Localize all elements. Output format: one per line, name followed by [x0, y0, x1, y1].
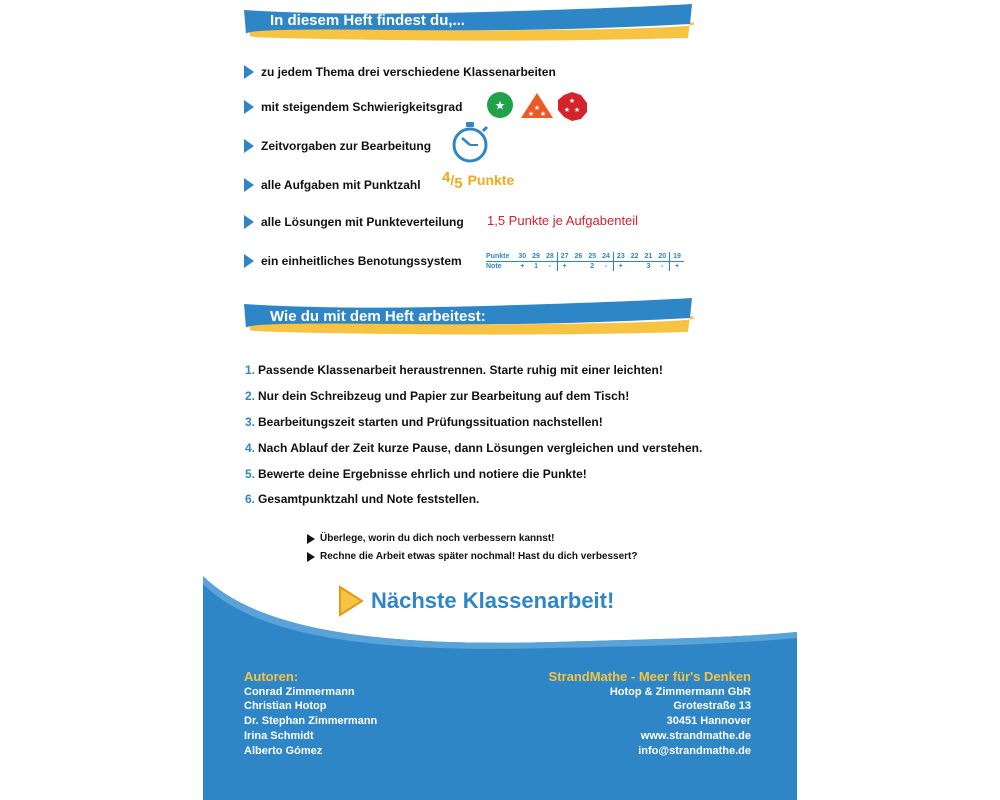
- arrow-bullet-icon: [244, 65, 254, 79]
- step-number: 6.: [245, 492, 256, 506]
- feature-item: [244, 62, 556, 82]
- feature-item: [244, 97, 462, 117]
- points-label: Punkte: [467, 172, 515, 188]
- arrow-bullet-icon: [244, 254, 254, 268]
- grade-table-points: 29: [529, 252, 543, 262]
- step-item: [245, 389, 629, 403]
- stopwatch-icon: [448, 120, 492, 164]
- hard-stars-icon: [558, 92, 587, 121]
- grade-table-points: 22: [628, 252, 642, 262]
- grade-table-grade: +: [674, 263, 680, 270]
- arrow-bullet-icon: [244, 139, 254, 153]
- grade-table-grade: 1: [534, 263, 538, 270]
- section-title: Wie du mit dem Heft arbeitest:: [270, 308, 486, 325]
- grade-table-points: 26: [572, 252, 586, 262]
- svg-text:★: ★: [563, 107, 571, 114]
- grade-table-grade: -: [543, 262, 557, 272]
- grade-table-grade: +: [618, 263, 623, 270]
- step-text: Gesamtpunktzahl und Note feststellen.: [258, 492, 480, 506]
- feature-text: mit steigendem Schwierigkeitsgrad: [261, 100, 463, 114]
- points-numerator: 4: [442, 169, 451, 186]
- publisher-city: 30451 Hannover: [666, 715, 751, 728]
- arrow-bullet-icon: [244, 100, 254, 114]
- grade-table-points: 23: [613, 252, 627, 262]
- feature-item: [244, 251, 462, 271]
- points-denominator: 5: [454, 175, 463, 192]
- svg-text:★: ★: [533, 105, 541, 112]
- step-text: Nach Ablauf der Zeit kurze Pause, dann Lösungen vergleichen und verstehen.: [258, 441, 703, 455]
- solution-example: 1,5 Punkte je Aufgabenteil: [487, 213, 639, 228]
- step-number: 5.: [245, 467, 256, 481]
- author-name: Alberto Gómez: [244, 744, 323, 757]
- svg-text:★: ★: [527, 111, 535, 118]
- grade-table-points: 19: [670, 252, 684, 262]
- publisher-name: Hotop & Zimmermann GbR: [609, 685, 751, 698]
- feature-text: alle Lösungen mit Punkteverteilung: [261, 215, 464, 229]
- grade-table-points: 21: [642, 252, 656, 262]
- grade-table-points: 28: [543, 252, 557, 262]
- svg-text:★: ★: [568, 98, 576, 105]
- arrow-bullet-icon: [307, 534, 315, 544]
- step-text: Bewerte deine Ergebnisse ehrlich und notiere die Punkte!: [258, 467, 587, 481]
- difficulty-icons: [486, 90, 601, 122]
- section-banner-contents: [244, 2, 694, 42]
- grade-table-grade: 2: [590, 263, 595, 270]
- feature-item: [244, 212, 464, 232]
- publisher-street: Grotestraße 13: [673, 700, 751, 713]
- play-arrow-icon: [338, 585, 364, 617]
- next-exam-label: Nächste Klassenarbeit!: [371, 588, 615, 613]
- grade-table-points: 30: [515, 252, 529, 262]
- publisher-email[interactable]: info@strandmathe.de: [638, 744, 751, 757]
- step-item: [245, 492, 479, 506]
- grade-table-grade: 3: [646, 263, 651, 270]
- grade-table-grade: +: [562, 263, 567, 270]
- step-number: 4.: [245, 441, 256, 455]
- feature-text: Zeitvorgaben zur Bearbeitung: [261, 139, 432, 153]
- easy-star-icon: [487, 92, 513, 118]
- step-item: [245, 415, 603, 429]
- step-text: Bearbeitungszeit starten und Prüfungssituation nachstellen!: [258, 415, 603, 429]
- step-number: 2.: [245, 389, 256, 403]
- grade-table-points: 20: [655, 252, 669, 262]
- publisher-heading: StrandMathe - Meer für's Denken: [548, 669, 751, 684]
- grade-table-points: 24: [599, 252, 613, 262]
- author-name: Irina Schmidt: [244, 729, 314, 742]
- arrow-bullet-icon: [244, 178, 254, 192]
- feature-text: ein einheitliches Benotungssystem: [261, 254, 462, 268]
- step-number: 3.: [245, 415, 256, 429]
- author-name: Conrad Zimmermann: [244, 685, 355, 698]
- section-title: In diesem Heft findest du,...: [270, 12, 466, 29]
- publisher-block: [549, 670, 751, 758]
- step-item: [245, 467, 587, 481]
- feature-item: [244, 175, 421, 195]
- authors-heading: Autoren:: [244, 669, 299, 684]
- svg-text:★: ★: [539, 111, 547, 118]
- svg-text:★: ★: [494, 98, 506, 113]
- arrow-bullet-icon: [244, 215, 254, 229]
- feature-text: alle Aufgaben mit Punktzahl: [261, 178, 421, 192]
- points-example: 4/5 Punkte: [442, 169, 515, 192]
- step-item: [245, 441, 702, 455]
- publisher-website[interactable]: www.strandmathe.de: [640, 729, 751, 742]
- grade-table-row-label: Punkte: [486, 252, 515, 262]
- tip-item: [307, 551, 638, 562]
- author-name: Dr. Stephan Zimmermann: [244, 715, 378, 728]
- step-number: 1.: [245, 363, 256, 377]
- tip-item: [307, 533, 555, 544]
- step-text: Nur dein Schreibzeug und Papier zur Bearbeitung auf dem Tisch!: [258, 389, 630, 403]
- grade-table-row-label: Note: [486, 263, 502, 270]
- author-name: Christian Hotop: [244, 700, 327, 713]
- tip-text: Überlege, worin du dich noch verbessern kannst!: [320, 533, 555, 544]
- feature-item: [244, 136, 431, 156]
- grade-table-grade: -: [655, 262, 669, 272]
- grade-table-points: 27: [557, 252, 571, 262]
- grade-table-grade: +: [520, 263, 525, 270]
- svg-text:★: ★: [573, 107, 581, 114]
- authors-block: [244, 670, 377, 758]
- tip-text: Rechne die Arbeit etwas später nochmal! Hast du dich verbessert?: [320, 551, 638, 562]
- grade-table-grade: -: [599, 262, 613, 272]
- arrow-bullet-icon: [307, 552, 315, 562]
- grade-table-points: 25: [585, 252, 599, 262]
- step-item: [245, 363, 663, 377]
- grade-table: [486, 252, 684, 271]
- medium-stars-icon: [521, 93, 553, 118]
- feature-text: zu jedem Thema drei verschiedene Klassenarbeiten: [261, 65, 556, 79]
- section-banner-howto: [244, 296, 694, 336]
- step-text: Passende Klassenarbeit heraustrennen. Starte ruhig mit einer leichten!: [258, 363, 663, 377]
